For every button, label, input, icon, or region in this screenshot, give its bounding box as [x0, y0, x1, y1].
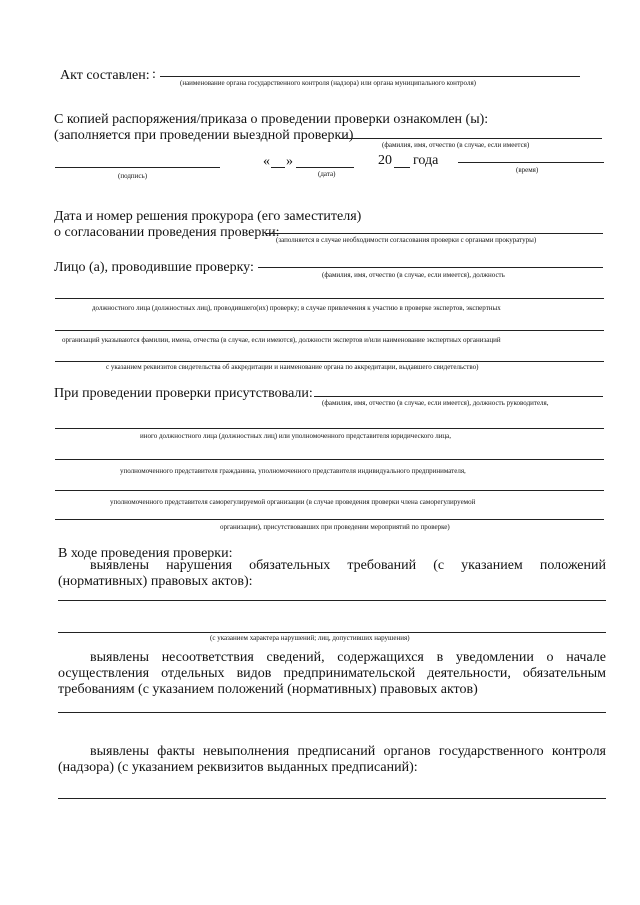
inspectors-hint2: должностного лица (должностных лиц), проводившего(их) проверку; в случае привлечения к участию в проверке экспертов, экспертных [92, 304, 501, 312]
inspectors-line1[interactable] [258, 267, 603, 268]
year-line[interactable] [394, 167, 410, 168]
year-prefix: 20 [378, 153, 392, 168]
inspectors-hint1: (фамилия, имя, отчество (в случае, если имеется), должность [322, 271, 505, 279]
violations-hint: (с указанием характера нарушений; лиц, допустивших нарушения) [210, 634, 410, 642]
inconsistencies-line[interactable] [58, 712, 606, 713]
copy-hint-fio: (фамилия, имя, отчество (в случае, если имеется) [382, 141, 530, 149]
prosecutor-line2: о согласовании проведения проверки: [54, 225, 280, 240]
present-line5[interactable] [55, 519, 604, 520]
month-line[interactable] [296, 167, 354, 168]
day-line[interactable] [271, 167, 285, 168]
findings-violations: выявлены нарушения обязательных требований (с указанием положений (нормативных) правовых актов): [58, 558, 606, 589]
act-colon: : [152, 67, 156, 82]
inspectors-label: Лицо (а), проводившие проверку: [54, 260, 254, 275]
quote-open: « [263, 154, 270, 169]
hint-date: (дата) [318, 170, 336, 178]
present-line4[interactable] [55, 490, 604, 491]
quote-close: » [286, 154, 293, 169]
present-line3[interactable] [55, 459, 604, 460]
act-line[interactable] [160, 76, 580, 77]
act-hint: (наименование органа государственного контроля (надзора) или органа муниципального контроля) [180, 79, 477, 87]
prosecutor-hint: (заполняется в случае необходимости согласования проверки с органами прокуратуры) [276, 236, 537, 244]
present-line2[interactable] [55, 428, 604, 429]
prosecutor-line1: Дата и номер решения прокурора (его заместителя) [54, 209, 362, 224]
copy-line2: (заполняется при проведении выездной проверки) [54, 128, 354, 143]
signature-line[interactable] [55, 167, 220, 168]
inspectors-hint4: с указанием реквизитов свидетельства об аккредитации и наименование органа по аккредитации, выдавшего свидетельство) [106, 363, 479, 371]
noncompliance-line[interactable] [58, 798, 606, 799]
present-label: При проведении проверки присутствовали: [54, 386, 313, 401]
findings-heading: В ходе проведения проверки: [58, 546, 233, 561]
present-hint4: уполномоченного представителя саморегулируемой организации (в случае проведения проверки члена саморегулируемой [110, 498, 476, 506]
prosecutor-line[interactable] [266, 233, 603, 234]
hint-time: (время) [516, 166, 539, 174]
year-word: года [413, 153, 439, 168]
inspectors-line4[interactable] [55, 361, 604, 362]
findings-inconsistencies: выявлены несоответствия сведений, содержащихся в уведомлении о начале осуществления отдельных видов предпринимательской деятельности, обязательным требованиям (с указанием положений (нормативных) правовых актов) [58, 650, 606, 697]
inspectors-line2[interactable] [55, 298, 604, 299]
inspectors-hint3: организаций указываются фамилии, имена, отчества (в случае, если имеются), должности экспертов и/или наименование экспертных организаций [62, 336, 501, 344]
copy-line1: С копией распоряжения/приказа о проведении проверки ознакомлен (ы): [54, 112, 489, 127]
violations-line2[interactable] [58, 632, 606, 633]
act-label: Акт составлен: [60, 68, 150, 83]
present-hint5: организации), присутствовавших при проведении мероприятий по проверке) [220, 523, 450, 531]
findings-noncompliance: выявлены факты невыполнения предписаний органов государственного контроля (надзора) (с указанием реквизитов выданных предписаний): [58, 744, 606, 775]
time-line[interactable] [458, 162, 604, 163]
present-line1[interactable] [314, 396, 603, 397]
inspectors-line3[interactable] [55, 330, 604, 331]
present-hint3: уполномоченного представителя гражданина, уполномоченного представителя индивидуального предпринимателя, [120, 467, 466, 475]
copy-fio-line[interactable] [340, 138, 602, 139]
hint-signature: (подпись) [118, 172, 148, 180]
violations-line1[interactable] [58, 600, 606, 601]
present-hint1: (фамилия, имя, отчество (в случае, если имеется), должность руководителя, [322, 399, 549, 407]
present-hint2: иного должностного лица (должностных лиц) или уполномоченного представителя юридического лица, [140, 432, 452, 440]
